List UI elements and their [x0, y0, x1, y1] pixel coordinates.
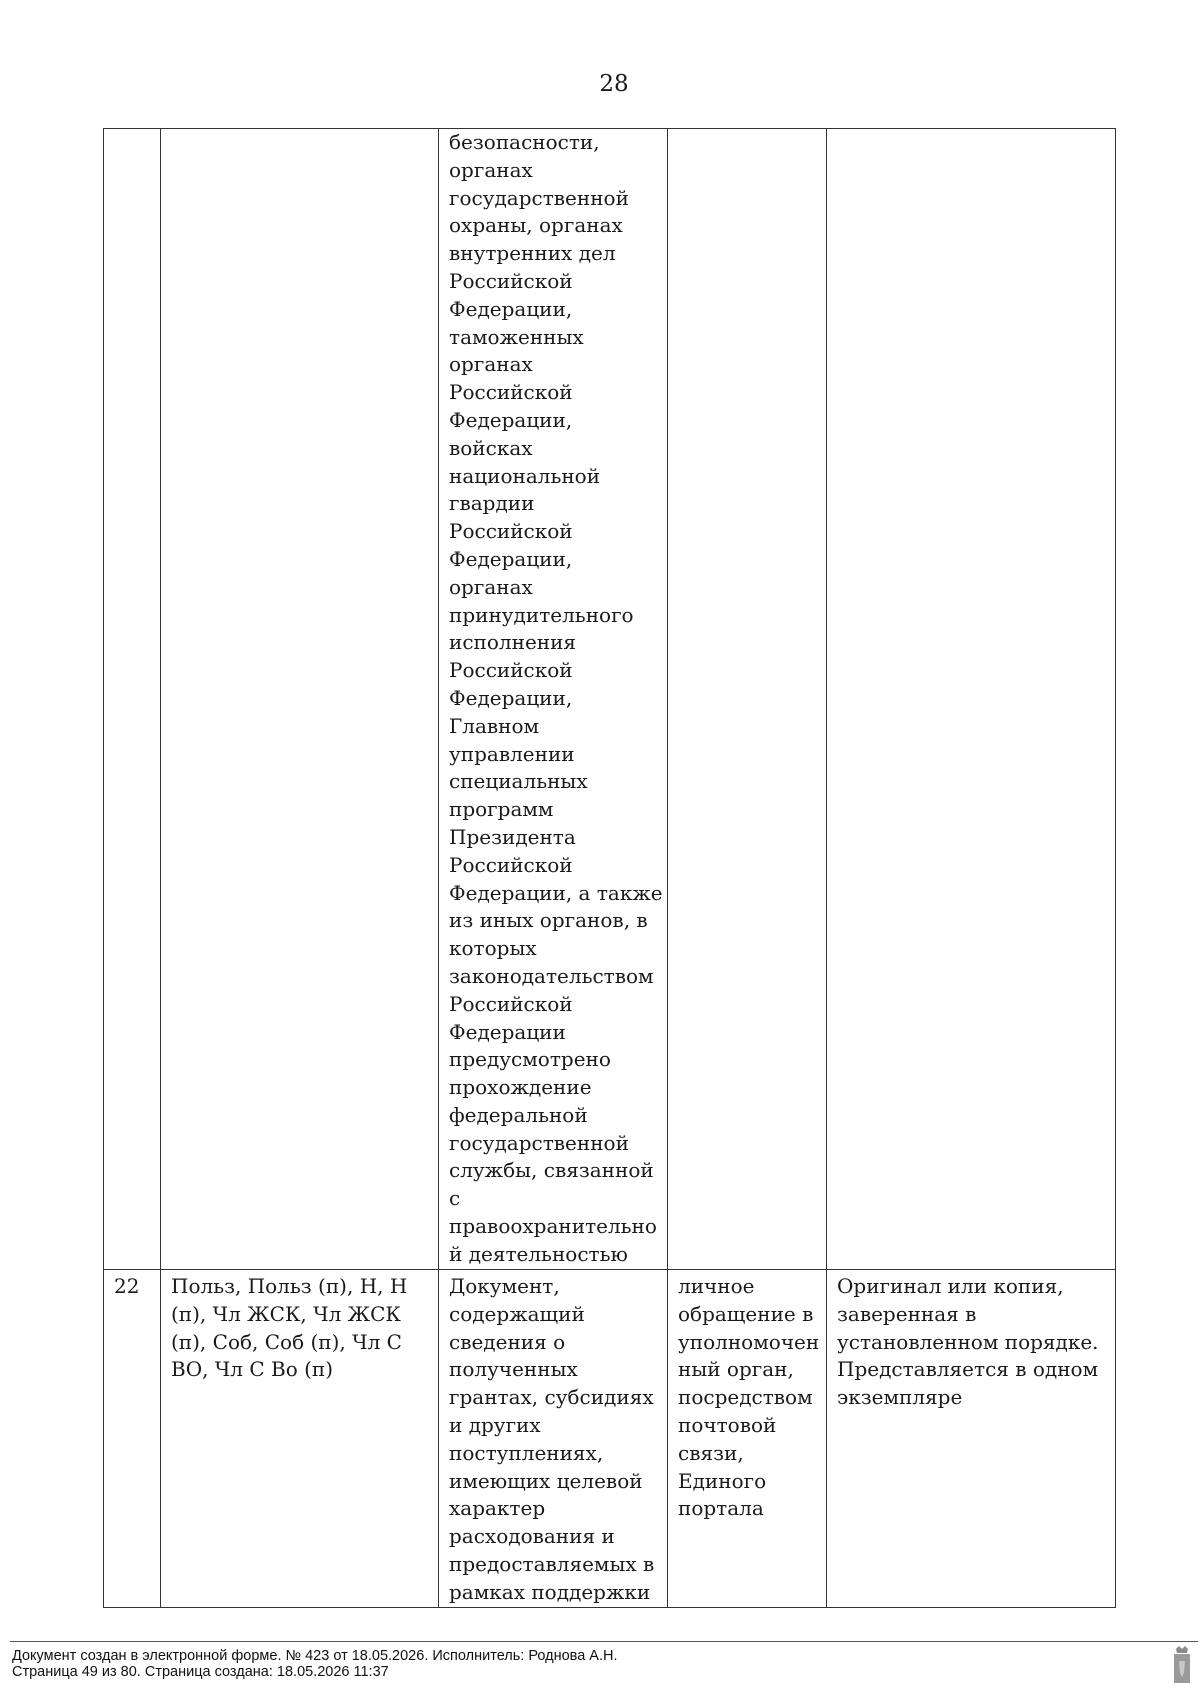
document-text [449, 1270, 659, 1607]
text-line: Оригинал или копия, [837, 1274, 1064, 1298]
text-line: службы, связанной [449, 1158, 654, 1183]
text-line: Федерации, а также [449, 880, 663, 905]
footer-line-2: Страница 49 из 80. Страница создана: 18.05.2026 11:37 [12, 1664, 389, 1680]
text-line: обращение в [678, 1301, 814, 1326]
text-line: установленном порядке. [837, 1329, 1099, 1354]
text-line: органах [449, 574, 533, 599]
text-line: Российской [449, 852, 573, 877]
text-line: уполномочен [678, 1329, 820, 1354]
text-line: ВО, Чл С Во (п) [171, 1357, 334, 1382]
cell-form [827, 129, 1116, 1270]
text-line: содержащий [449, 1301, 585, 1326]
text-line: Федерации, [449, 407, 573, 432]
text-line: почтовой [678, 1412, 777, 1437]
text-line: расходования и [449, 1524, 615, 1549]
text-line: программ [449, 797, 554, 822]
cell-submission [668, 129, 827, 1270]
text-line: Российской [449, 658, 573, 683]
text-line: личное [678, 1274, 755, 1298]
text-line: (п), Соб, Соб (п), Чл С [171, 1329, 402, 1354]
text-line: безопасности, [449, 130, 600, 154]
applicants-text [171, 1270, 430, 1384]
cell-applicants [161, 129, 439, 1270]
text-line: заверенная в [837, 1301, 977, 1326]
text-line: государственной [449, 185, 629, 210]
text-line: портала [678, 1496, 764, 1521]
cell-applicants [161, 1270, 439, 1608]
text-line: Представляется в одном [837, 1357, 1099, 1382]
form-text [837, 1270, 1107, 1412]
text-line: охраны, органах [449, 213, 623, 238]
text-line: таможенных [449, 324, 584, 349]
text-line: с [449, 1186, 461, 1211]
text-line: гвардии [449, 491, 535, 516]
text-line: Российской [449, 991, 573, 1016]
text-line: управлении [449, 741, 575, 766]
text-line: (п), Чл ЖСК, Чл ЖСК [171, 1301, 401, 1326]
text-line: поступлениях, [449, 1440, 604, 1465]
text-line: войсках [449, 435, 533, 460]
text-line: органах [449, 352, 533, 377]
text-line: федеральной [449, 1102, 588, 1127]
row-number: 22 [114, 1274, 140, 1298]
text-line: Российской [449, 380, 573, 405]
text-line: полученных [449, 1357, 578, 1382]
cell-document [439, 129, 668, 1270]
cell-number [104, 1270, 161, 1608]
text-line: Федерации [449, 1019, 566, 1044]
text-line: прохождение [449, 1075, 592, 1100]
cell-form [827, 1270, 1116, 1608]
text-line: Главном [449, 713, 540, 738]
footer-line-1: Документ создан в электронной форме. № 423 от 18.05.2026. Исполнитель: Роднова А.Н. [12, 1648, 618, 1664]
cell-number [104, 129, 161, 1270]
text-line: Единого [678, 1468, 767, 1493]
text-line: предусмотрено [449, 1047, 611, 1072]
coat-of-arms-icon [1171, 1645, 1193, 1685]
text-line: Российской [449, 268, 573, 293]
cell-document [439, 1270, 668, 1608]
text-line: посредством [678, 1385, 813, 1410]
text-line: Президента [449, 824, 576, 849]
text-line: связи, [678, 1440, 744, 1465]
page-number: 28 [599, 71, 629, 97]
text-line: предоставляемых в [449, 1551, 655, 1576]
text-line: из иных органов, в [449, 908, 648, 933]
text-line: и других [449, 1412, 541, 1437]
text-line: Документ, [449, 1274, 560, 1298]
text-line: правоохранительно [449, 1214, 657, 1239]
text-line: характер [449, 1496, 546, 1521]
text-line: специальных [449, 769, 588, 794]
footer-divider [10, 1641, 1198, 1642]
text-line: рамках поддержки [449, 1579, 651, 1604]
text-line: й деятельностью [449, 1241, 628, 1266]
text-line: Российской [449, 519, 573, 544]
text-line: принудительного [449, 602, 634, 627]
text-line: государственной [449, 1130, 629, 1155]
text-line: сведения о [449, 1329, 566, 1354]
text-line: законодательством [449, 963, 654, 988]
cell-submission [668, 1270, 827, 1608]
text-line: Польз, Польз (п), Н, Н [171, 1274, 408, 1298]
document-text [449, 129, 663, 1269]
submission-text [678, 1270, 818, 1523]
text-line: грантах, субсидиях [449, 1385, 654, 1410]
text-line: органах [449, 157, 533, 182]
footer [12, 1648, 618, 1680]
text-line: ный орган, [678, 1357, 794, 1382]
text-line: внутренних дел [449, 241, 616, 266]
text-line: экземпляре [837, 1385, 963, 1410]
text-line: Федерации, [449, 685, 573, 710]
table-row-continuation [104, 129, 1116, 1270]
text-line: которых [449, 936, 537, 961]
text-line: имеющих целевой [449, 1468, 643, 1493]
requirements-table [103, 128, 1116, 1608]
text-line: национальной [449, 463, 601, 488]
text-line: Федерации, [449, 546, 573, 571]
table-row-22 [104, 1270, 1116, 1608]
text-line: исполнения [449, 630, 577, 655]
text-line: Федерации, [449, 296, 573, 321]
